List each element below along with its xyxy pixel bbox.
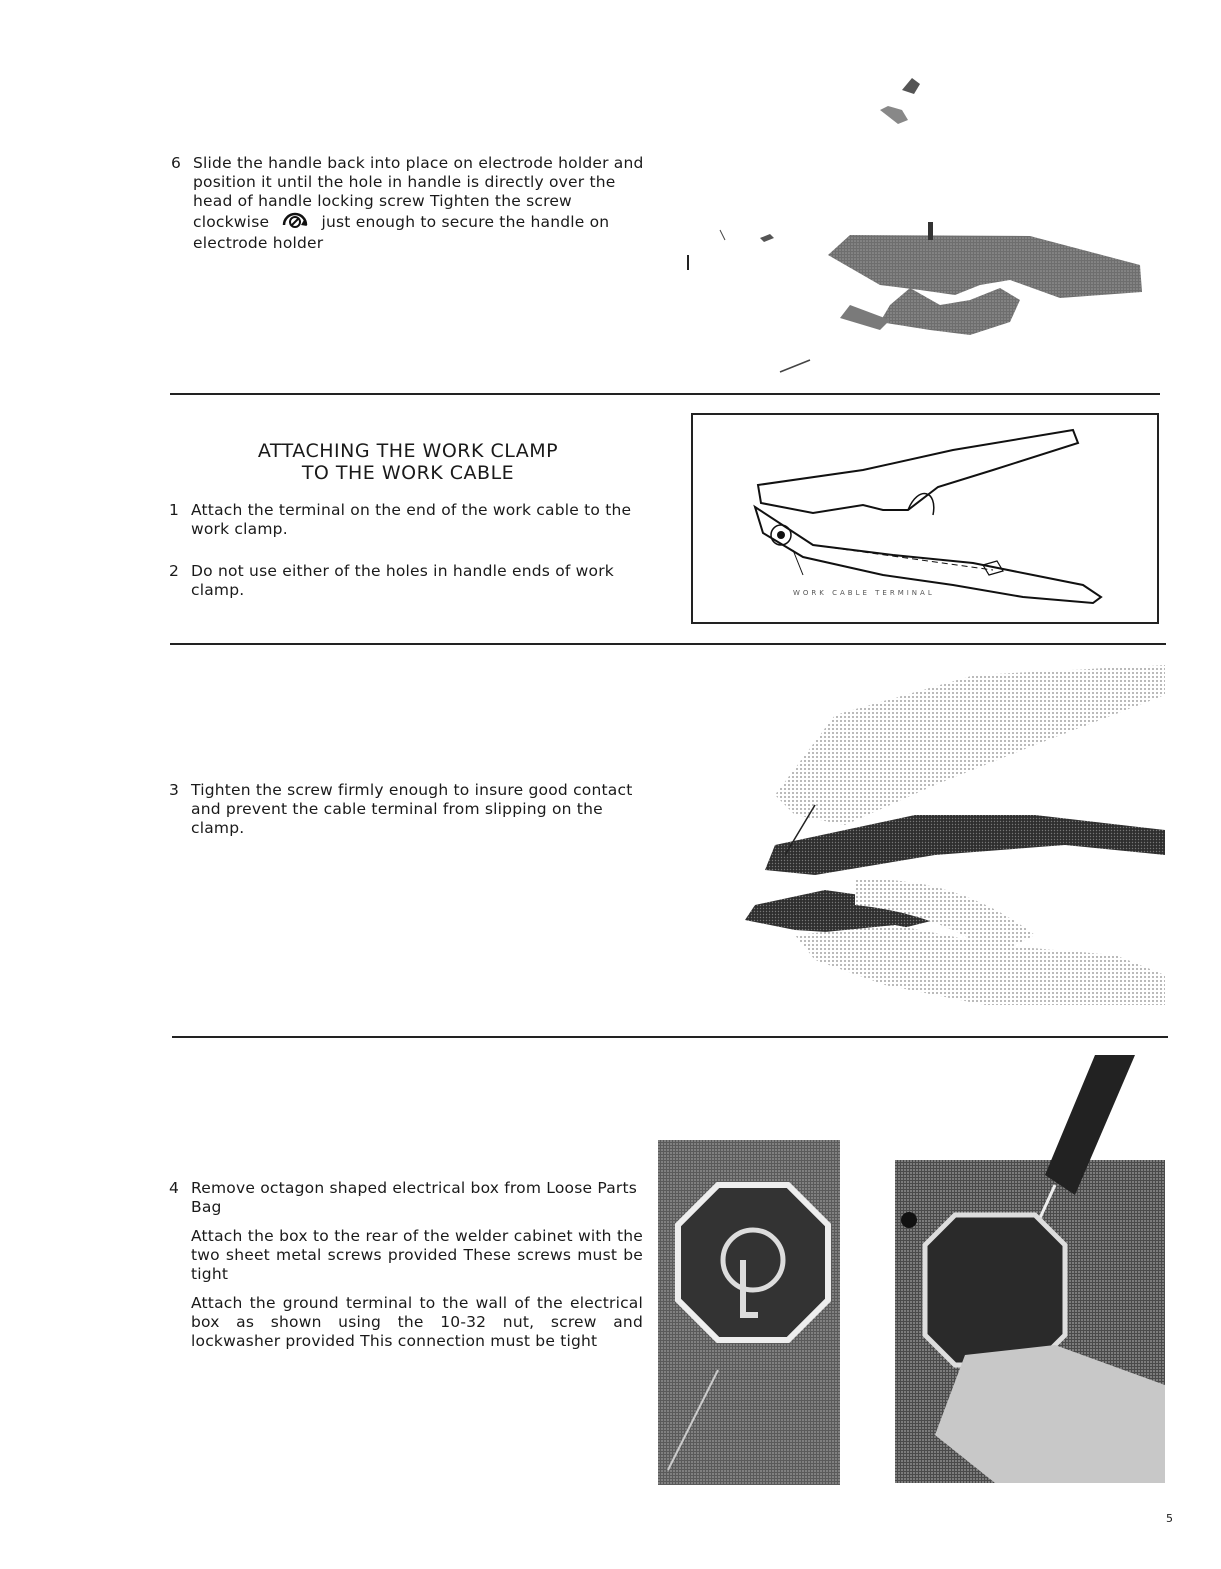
step-4-paragraph-1: Remove octagon shaped electrical box from Loose Parts Bag: [191, 1179, 638, 1216]
step-number: 6: [171, 154, 182, 172]
divider-3: [172, 1036, 1168, 1038]
step-4: [169, 1179, 643, 1361]
step-number: 3: [169, 781, 180, 799]
step-number: 4: [169, 1179, 180, 1197]
section-heading-line1: ATTACHING THE WORK CLAMP: [257, 440, 559, 462]
step-3-text: Tighten the screw firmly enough to insure good contact and prevent the cable terminal from slipping on the clamp.: [191, 781, 633, 837]
section-heading: [168, 440, 648, 484]
step-2-text: Do not use either of the holes in handle ends of work clamp.: [191, 562, 614, 599]
step-1-text: Attach the terminal on the end of the work cable to the work clamp.: [191, 501, 632, 538]
step-number: 1: [169, 501, 180, 519]
clockwise-rotation-icon: [280, 211, 310, 234]
step-1: [169, 501, 646, 549]
step-3: [169, 781, 646, 848]
step-2: [169, 562, 646, 610]
step-6-text-continued: just enough to secure the handle on electrode holder: [193, 213, 610, 252]
screwdriver-install-photo: [895, 1055, 1175, 1483]
step-number: 2: [169, 562, 180, 580]
divider-2: [170, 643, 1166, 645]
divider-1: [170, 393, 1160, 395]
section-heading-line2: TO THE WORK CABLE: [301, 462, 515, 484]
step-4-paragraph-3: Attach the ground terminal to the wall of the electrical box as shown using the 10-32 nut, screw and lockwasher provided This connection must be tight: [191, 1294, 643, 1350]
electrical-box-photo: [658, 1140, 840, 1485]
step-4-paragraph-2: Attach the box to the rear of the welder cabinet with the two sheet metal screws provided These screws must be tight: [191, 1227, 643, 1283]
electrode-holder-photo: [680, 60, 1160, 390]
work-clamp-drawing: [691, 413, 1159, 624]
clamp-tightening-photo: [735, 655, 1165, 1015]
clamp-caption: WORK CABLE TERMINAL: [793, 589, 935, 597]
step-6-text: Slide the handle back into place on electrode holder and position it until the hole in handle is directly over the head of handle locking screw Tighten the screw clockwise: [193, 154, 644, 231]
page-number: 5: [1166, 1512, 1173, 1525]
step-6: [171, 154, 648, 263]
